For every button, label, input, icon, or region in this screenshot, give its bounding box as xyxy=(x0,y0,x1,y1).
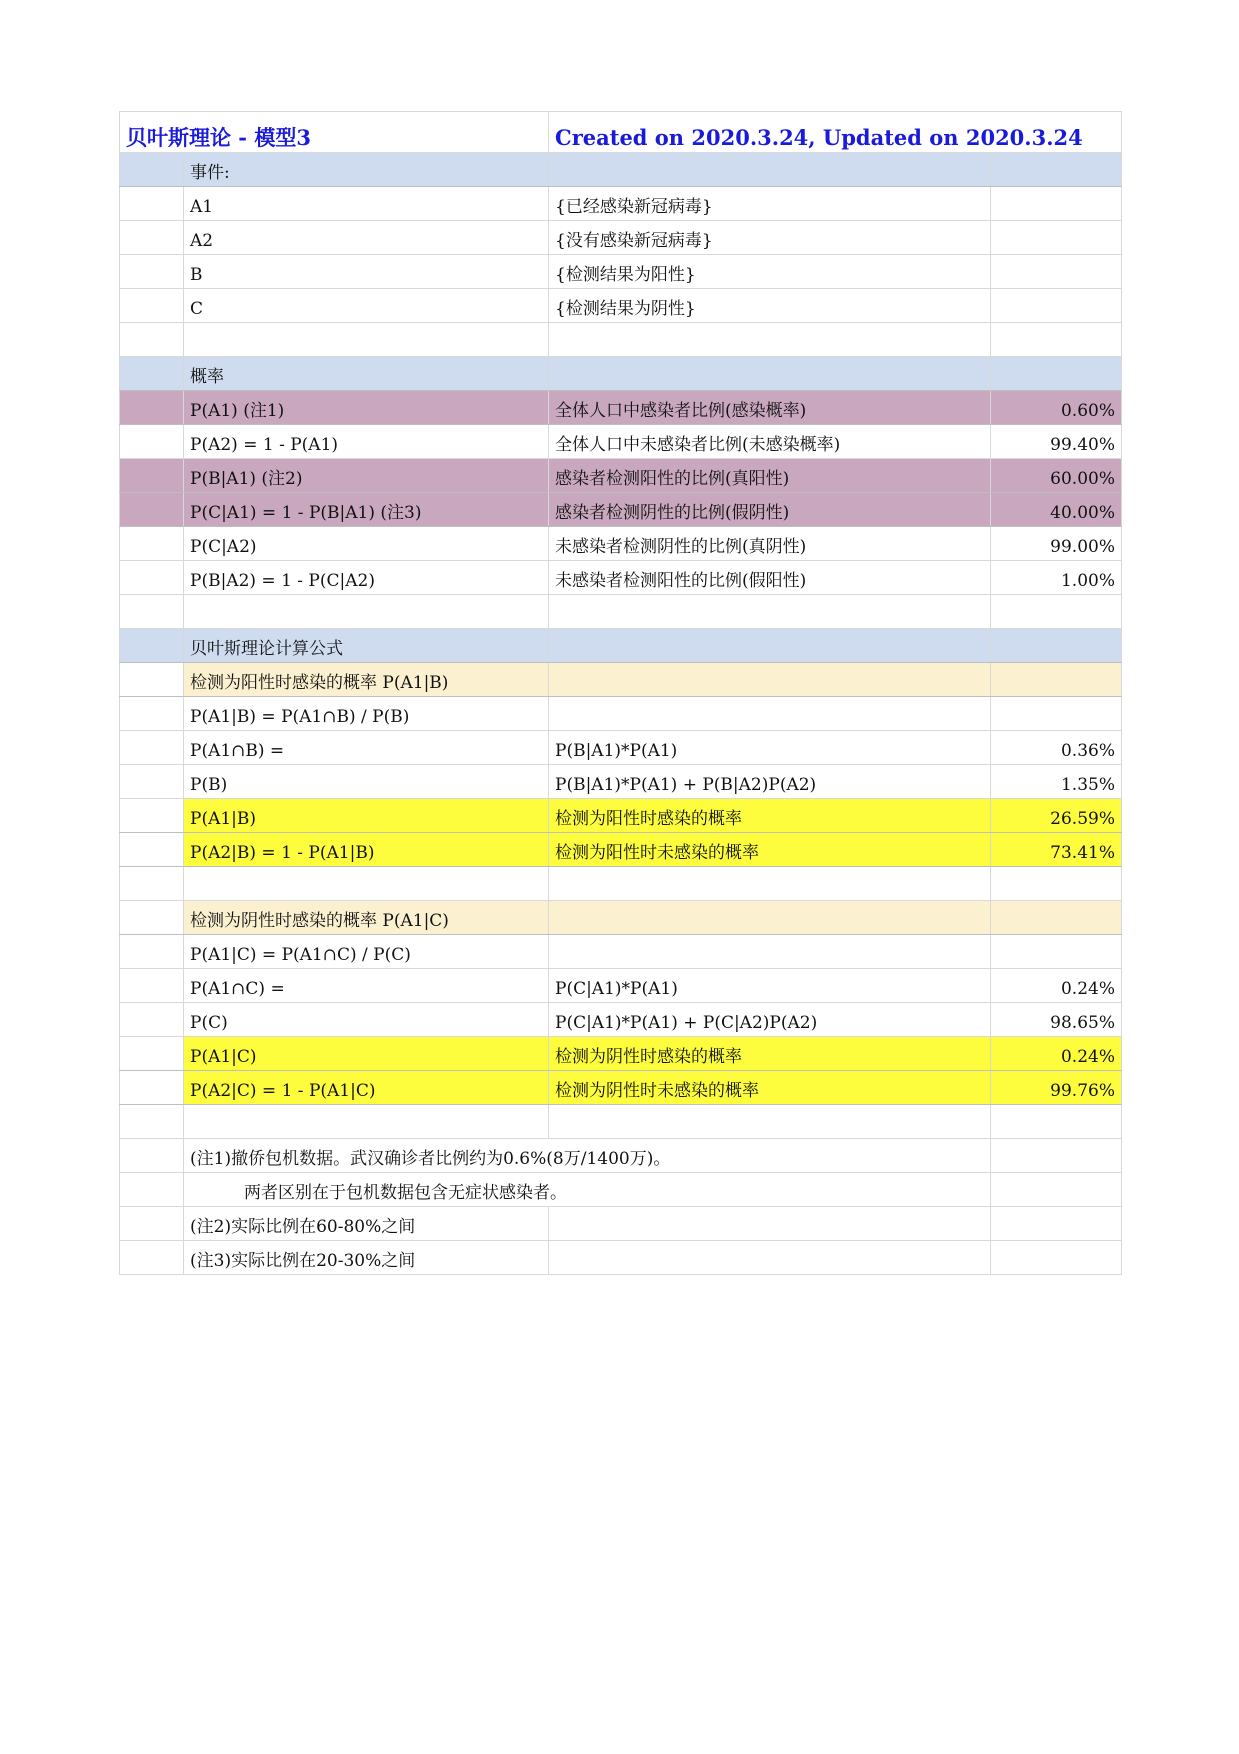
negative-heading-row xyxy=(119,901,1122,935)
spreadsheet xyxy=(119,111,1122,1275)
event-row xyxy=(119,187,1122,221)
formula-row xyxy=(119,969,1122,1003)
event-name: B xyxy=(183,255,548,288)
probability-row xyxy=(119,459,1122,493)
probability-value: 99.40% xyxy=(990,425,1122,458)
formula-desc: 检测为阳性时感染的概率 xyxy=(548,799,990,832)
probability-desc: 感染者检测阴性的比例(假阴性) xyxy=(548,493,990,526)
formula-value: 0.24% xyxy=(990,1037,1122,1070)
formula-label: P(A2|C) = 1 - P(A1|C) xyxy=(183,1071,548,1104)
empty-row xyxy=(119,867,1122,901)
formula-label: P(A2|B) = 1 - P(A1|B) xyxy=(183,833,548,866)
positive-heading-row xyxy=(119,663,1122,697)
formula-label: P(A1|B) = P(A1∩B) / P(B) xyxy=(183,697,548,730)
probability-value: 99.00% xyxy=(990,527,1122,560)
formula-desc: P(B|A1)*P(A1) xyxy=(548,731,990,764)
formula-row xyxy=(119,697,1122,731)
formula-desc: 检测为阴性时未感染的概率 xyxy=(548,1071,990,1104)
event-name: C xyxy=(183,289,548,322)
probability-value: 1.00% xyxy=(990,561,1122,594)
formula-label: P(A1|B) xyxy=(183,799,548,832)
formula-value: 0.36% xyxy=(990,731,1122,764)
result-row xyxy=(119,1037,1122,1071)
formula-label: P(C) xyxy=(183,1003,548,1036)
formula-value xyxy=(990,935,1122,968)
formula-value: 73.41% xyxy=(990,833,1122,866)
formula-value: 98.65% xyxy=(990,1003,1122,1036)
probability-row xyxy=(119,561,1122,595)
formula-desc: P(B|A1)*P(A1) + P(B|A2)P(A2) xyxy=(548,765,990,798)
formula-row xyxy=(119,765,1122,799)
probability-desc: 全体人口中感染者比例(感染概率) xyxy=(548,391,990,424)
probability-value: 40.00% xyxy=(990,493,1122,526)
note-row xyxy=(119,1139,1122,1173)
probability-desc: 全体人口中未感染者比例(未感染概率) xyxy=(548,425,990,458)
formula-label: P(B) xyxy=(183,765,548,798)
event-name: A2 xyxy=(183,221,548,254)
note-text: (注3)实际比例在20-30%之间 xyxy=(183,1241,548,1274)
created-date: Created on 2020.3.24, Updated on 2020.3.24 xyxy=(548,112,1122,152)
formula-value: 26.59% xyxy=(990,799,1122,832)
formula-label: P(A1|C) xyxy=(183,1037,548,1070)
probability-label: P(B|A1) (注2) xyxy=(183,459,548,492)
empty-row xyxy=(119,595,1122,629)
note-text: (注2)实际比例在60-80%之间 xyxy=(183,1207,548,1240)
probabilities-heading-row xyxy=(119,357,1122,391)
note-row xyxy=(119,1241,1122,1275)
formula-row xyxy=(119,935,1122,969)
formula-heading: 贝叶斯理论计算公式 xyxy=(183,629,548,662)
formula-desc xyxy=(548,935,990,968)
probability-row xyxy=(119,425,1122,459)
formula-value: 1.35% xyxy=(990,765,1122,798)
probability-row xyxy=(119,493,1122,527)
probability-label: P(C|A1) = 1 - P(B|A1) (注3) xyxy=(183,493,548,526)
formula-value xyxy=(990,697,1122,730)
formula-row xyxy=(119,1003,1122,1037)
event-row xyxy=(119,289,1122,323)
event-name: A1 xyxy=(183,187,548,220)
formula-heading-row xyxy=(119,629,1122,663)
note-text: (注1)撤侨包机数据。武汉确诊者比例约为0.6%(8万/1400万)。 xyxy=(183,1139,990,1172)
probability-label: P(C|A2) xyxy=(183,527,548,560)
note-row xyxy=(119,1173,1122,1207)
probability-label: P(B|A2) = 1 - P(C|A2) xyxy=(183,561,548,594)
result-row xyxy=(119,833,1122,867)
empty-row xyxy=(119,1105,1122,1139)
event-desc: {检测结果为阴性} xyxy=(548,289,990,322)
formula-desc: 检测为阴性时感染的概率 xyxy=(548,1037,990,1070)
formula-desc: P(C|A1)*P(A1) + P(C|A2)P(A2) xyxy=(548,1003,990,1036)
events-heading-row xyxy=(119,153,1122,187)
sheet-title: 贝叶斯理论 - 模型3 xyxy=(119,112,548,152)
probability-label: P(A1) (注1) xyxy=(183,391,548,424)
event-row xyxy=(119,255,1122,289)
negative-heading: 检测为阴性时感染的概率 P(A1|C) xyxy=(183,901,548,934)
formula-row xyxy=(119,731,1122,765)
formula-desc xyxy=(548,697,990,730)
events-heading: 事件: xyxy=(183,153,548,186)
event-desc: {检测结果为阳性} xyxy=(548,255,990,288)
probability-desc: 未感染者检测阴性的比例(真阴性) xyxy=(548,527,990,560)
result-row xyxy=(119,799,1122,833)
formula-label: P(A1|C) = P(A1∩C) / P(C) xyxy=(183,935,548,968)
probability-value: 60.00% xyxy=(990,459,1122,492)
formula-label: P(A1∩B) = xyxy=(183,731,548,764)
note-row xyxy=(119,1207,1122,1241)
note-text: 两者区别在于包机数据包含无症状感染者。 xyxy=(183,1173,990,1206)
empty-row xyxy=(119,323,1122,357)
formula-value: 0.24% xyxy=(990,969,1122,1002)
formula-value: 99.76% xyxy=(990,1071,1122,1104)
formula-desc: P(C|A1)*P(A1) xyxy=(548,969,990,1002)
event-row xyxy=(119,221,1122,255)
probability-value: 0.60% xyxy=(990,391,1122,424)
formula-label: P(A1∩C) = xyxy=(183,969,548,1002)
probability-label: P(A2) = 1 - P(A1) xyxy=(183,425,548,458)
positive-heading: 检测为阳性时感染的概率 P(A1|B) xyxy=(183,663,548,696)
probability-desc: 未感染者检测阳性的比例(假阳性) xyxy=(548,561,990,594)
event-desc: {已经感染新冠病毒} xyxy=(548,187,990,220)
probabilities-heading: 概率 xyxy=(183,357,548,390)
probability-row xyxy=(119,391,1122,425)
formula-desc: 检测为阳性时未感染的概率 xyxy=(548,833,990,866)
event-desc: {没有感染新冠病毒} xyxy=(548,221,990,254)
result-row xyxy=(119,1071,1122,1105)
probability-desc: 感染者检测阳性的比例(真阳性) xyxy=(548,459,990,492)
probability-row xyxy=(119,527,1122,561)
title-row xyxy=(119,111,1122,153)
